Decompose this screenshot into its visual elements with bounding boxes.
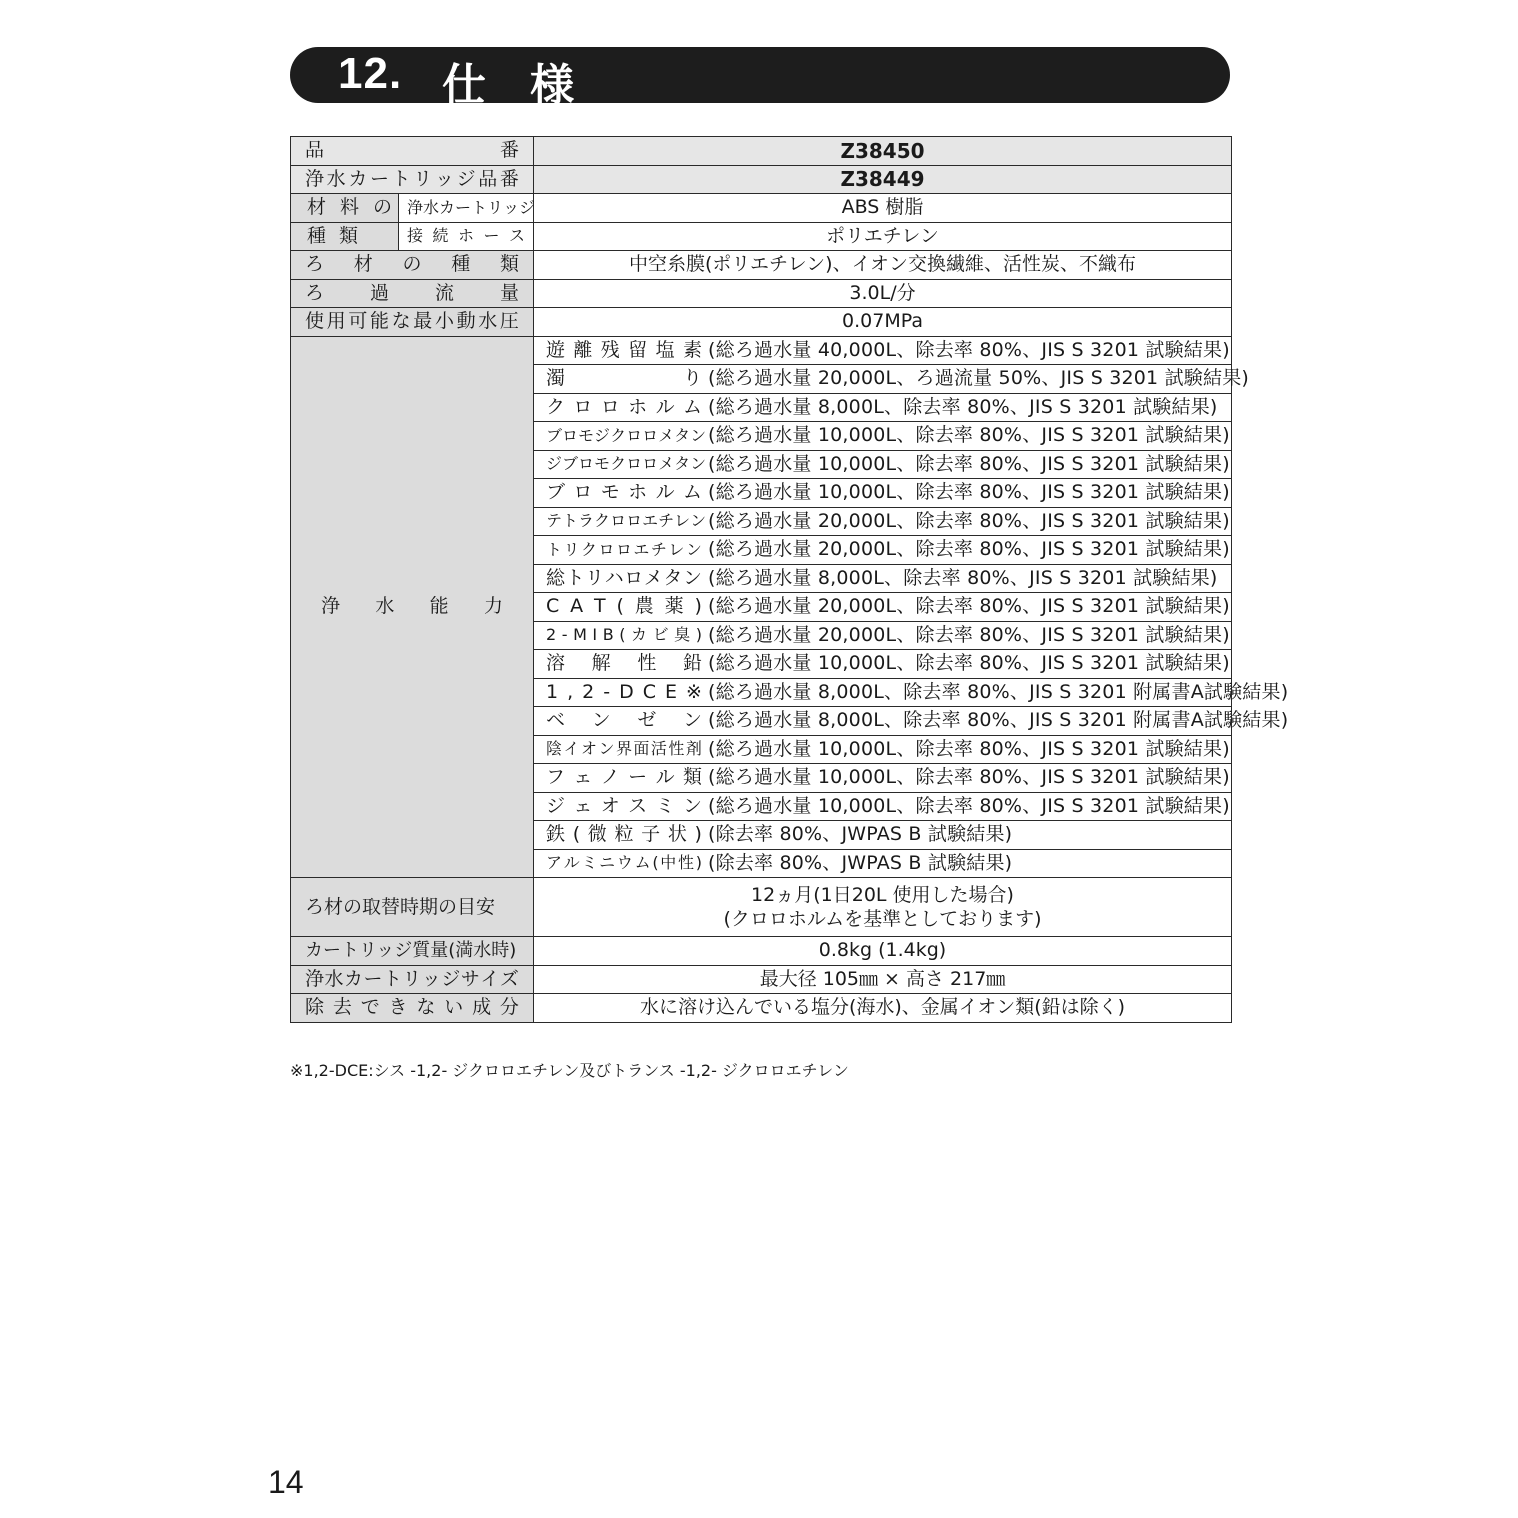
- capability-item-detail: (総ろ過水量 20,000L、除去率 80%、JIS S 3201 試験結果): [708, 538, 1230, 561]
- capability-item-detail: (除去率 80%、JWPAS B 試験結果): [708, 851, 1013, 874]
- capability-item-name: 鉄 ( 微 粒 子 状 ): [546, 823, 702, 846]
- capability-item: [534, 365, 1250, 394]
- media-type-value: 中空糸膜(ポリエチレン)、イオン交換繊維、活性炭、不織布: [534, 251, 1232, 280]
- cartridge-hinban-label: 浄 水 カ ー ト リ ッ ジ 品 番: [291, 165, 534, 194]
- row-capability-first: [291, 336, 1232, 365]
- capability-item-detail: (総ろ過水量 10,000L、除去率 80%、JIS S 3201 試験結果): [708, 424, 1230, 447]
- row-material-cartridge: [291, 194, 1232, 223]
- capability-item-name: ク ロ ロ ホ ル ム: [546, 395, 702, 418]
- capability-item: [534, 479, 1232, 508]
- capability-label: 浄 水 能 力: [291, 336, 534, 878]
- capability-item: [534, 678, 1289, 707]
- row-cartridge-size: [291, 965, 1232, 994]
- section-title-bar: [290, 47, 1230, 111]
- capability-item-detail: (総ろ過水量 20,000L、除去率 80%、JIS S 3201 試験結果): [708, 509, 1230, 532]
- row-media-type: [291, 251, 1232, 280]
- capability-item-detail: (総ろ過水量 10,000L、除去率 80%、JIS S 3201 試験結果): [708, 481, 1230, 504]
- media-type-label: ろ 材 の 種 類: [291, 251, 534, 280]
- capability-item-detail: (総ろ過水量 8,000L、除去率 80%、JIS S 3201 試験結果): [708, 566, 1218, 589]
- row-flow-rate: [291, 279, 1232, 308]
- cartridge-size-value: 最大径 105㎜ × 高さ 217㎜: [534, 965, 1232, 994]
- section-title: 仕様: [442, 60, 618, 111]
- capability-item: [534, 650, 1232, 679]
- capability-item: [534, 507, 1232, 536]
- row-material-hose: [291, 222, 1232, 251]
- spec-table: [290, 136, 1289, 1023]
- capability-item-name: 陰 イ オ ン 界 面 活 性 剤: [546, 739, 702, 759]
- row-non-removable: [291, 994, 1232, 1023]
- capability-item-name: 溶 解 性 鉛: [546, 652, 702, 675]
- cartridge-hinban-value: Z38449: [534, 165, 1232, 194]
- material-cartridge-label: 浄 水 カ ー ト リ ッ ジ: [399, 194, 534, 223]
- row-cartridge-mass: [291, 937, 1232, 966]
- capability-item-detail: (総ろ過水量 10,000L、除去率 80%、JIS S 3201 試験結果): [708, 766, 1230, 789]
- replacement-label: ろ材の取替時期の目安: [291, 878, 534, 937]
- capability-item-detail: (総ろ過水量 10,000L、除去率 80%、JIS S 3201 試験結果): [708, 652, 1230, 675]
- capability-item-name: フ ェ ノ ー ル 類: [546, 766, 702, 789]
- capability-item: [534, 764, 1232, 793]
- capability-item-name: テ ト ラ ク ロ ロ エ チ レ ン: [546, 511, 707, 531]
- material-hose-value: ポリエチレン: [534, 222, 1232, 251]
- cartridge-mass-value: 0.8kg (1.4kg): [534, 937, 1232, 966]
- capability-item-name: 1 , 2 - D C E ※: [546, 680, 702, 703]
- capability-item-detail: (総ろ過水量 40,000L、除去率 80%、JIS S 3201 試験結果): [708, 338, 1230, 361]
- row-replacement: [291, 878, 1232, 937]
- capability-item: [534, 450, 1232, 479]
- cartridge-size-label: 浄 水 カ ー ト リ ッ ジ サ イ ズ: [291, 965, 534, 994]
- capability-item-detail: (総ろ過水量 10,000L、除去率 80%、JIS S 3201 試験結果): [708, 737, 1230, 760]
- capability-item: [534, 707, 1289, 736]
- page-number: 14: [268, 1464, 304, 1500]
- non-removable-value: 水に溶け込んでいる塩分(海水)、金属イオン類(鉛は除く): [534, 994, 1232, 1023]
- replacement-value-line1: 12ヵ月(1日20L 使用した場合): [751, 883, 1014, 906]
- section-number: 12.: [338, 49, 403, 98]
- row-cartridge-hinban: [291, 165, 1232, 194]
- material-label-top: 材 料 の: [291, 194, 399, 223]
- replacement-value-line2: (クロロホルムを基準としております): [723, 907, 1042, 930]
- capability-item-name: ブ ロ モ ホ ル ム: [546, 481, 702, 504]
- capability-item-name: 総 ト リ ハ ロ メ タ ン: [546, 566, 702, 589]
- capability-item-detail: (総ろ過水量 8,000L、除去率 80%、JIS S 3201 附属書A試験結果): [708, 680, 1289, 703]
- replacement-value: [534, 878, 1232, 937]
- capability-item: [534, 621, 1232, 650]
- capability-item: [534, 849, 1232, 878]
- capability-item: [534, 536, 1232, 565]
- min-pressure-label: 使 用 可 能 な 最 小 動 水 圧: [291, 308, 534, 337]
- capability-item-name: ジ ブ ロ モ ク ロ ロ メ タ ン: [546, 454, 707, 474]
- capability-item: [534, 422, 1232, 451]
- capability-item-detail: (除去率 80%、JWPAS B 試験結果): [708, 823, 1013, 846]
- hinban-label: 品 番: [291, 137, 534, 166]
- material-hose-label: 接 続 ホ ー ス: [399, 222, 534, 251]
- capability-item: [534, 393, 1232, 422]
- capability-item-detail: (総ろ過水量 8,000L、除去率 80%、JIS S 3201 試験結果): [708, 395, 1218, 418]
- hinban-value: Z38450: [534, 137, 1232, 166]
- capability-item-name: ト リ ク ロ ロ エ チ レ ン: [546, 539, 702, 559]
- capability-item-detail: (総ろ過水量 8,000L、除去率 80%、JIS S 3201 附属書A試験結果): [708, 709, 1289, 732]
- capability-item-detail: (総ろ過水量 20,000L、除去率 80%、JIS S 3201 試験結果): [708, 623, 1230, 646]
- capability-item: [534, 593, 1232, 622]
- capability-item: [534, 821, 1232, 850]
- flow-rate-value: 3.0L/分: [534, 279, 1232, 308]
- row-hinban: [291, 137, 1232, 166]
- row-min-pressure: [291, 308, 1232, 337]
- capability-item-name: ジ ェ オ ス ミ ン: [546, 794, 702, 817]
- capability-item-name: ベ ン ゼ ン: [546, 709, 702, 732]
- flow-rate-label: ろ 過 流 量: [291, 279, 534, 308]
- capability-item-name: 濁 り: [546, 367, 702, 390]
- min-pressure-value: 0.07MPa: [534, 308, 1232, 337]
- capability-item: [534, 792, 1232, 821]
- capability-item: [534, 336, 1232, 365]
- footnote: ※1,2-DCE:シス -1,2- ジクロロエチレン及びトランス -1,2- ジクロロエチレン: [290, 1061, 849, 1080]
- non-removable-label: 除 去 で き な い 成 分: [291, 994, 534, 1023]
- capability-item-name: 遊 離 残 留 塩 素: [546, 338, 702, 361]
- capability-item-detail: (総ろ過水量 20,000L、除去率 80%、JIS S 3201 試験結果): [708, 595, 1230, 618]
- capability-item: [534, 564, 1232, 593]
- material-cartridge-value: ABS 樹脂: [534, 194, 1232, 223]
- capability-item-name: ブ ロ モ ジ ク ロ ロ メ タ ン: [546, 425, 707, 445]
- material-label-bottom: 種 類: [291, 222, 399, 251]
- capability-item-detail: (総ろ過水量 10,000L、除去率 80%、JIS S 3201 試験結果): [708, 794, 1230, 817]
- capability-item-name: C A T ( 農 薬 ): [546, 595, 702, 618]
- capability-item-name: ア ル ミ ニ ウ ム ( 中 性 ): [546, 853, 702, 873]
- capability-item-detail: (総ろ過水量 20,000L、ろ過流量 50%、JIS S 3201 試験結果): [708, 367, 1250, 390]
- capability-item-name: 2 - M I B ( カ ビ 臭 ): [546, 625, 702, 645]
- cartridge-mass-label: カートリッジ質量(満水時): [291, 937, 534, 966]
- capability-item: [534, 735, 1232, 764]
- capability-item-detail: (総ろ過水量 10,000L、除去率 80%、JIS S 3201 試験結果): [708, 452, 1230, 475]
